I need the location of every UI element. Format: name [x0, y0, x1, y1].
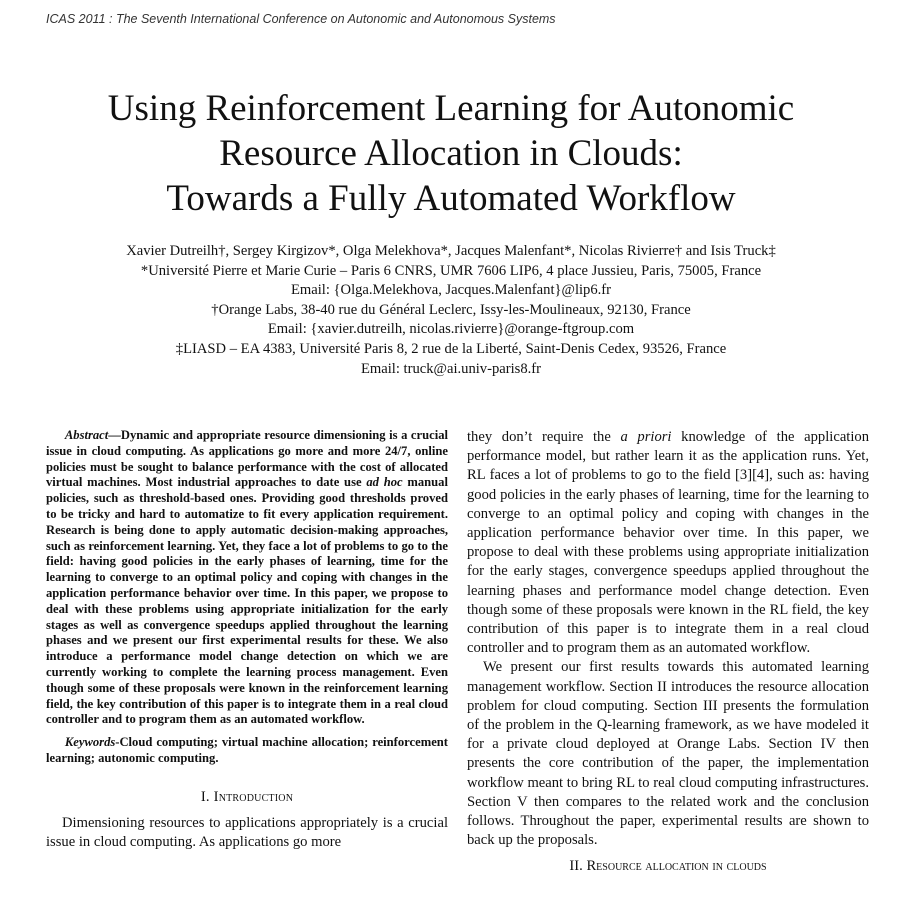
affiliation: ‡LIASD – EA 4383, Université Paris 8, 2 rue de la Liberté, Saint-Denis Cedex, 93526, France	[175, 340, 727, 357]
email-line: Email: {xavier.dutreilh, nicolas.rivierre}@orange-ftgroup.com	[267, 321, 635, 338]
body-text: they don’t require the	[467, 429, 621, 445]
author-names: Xavier Dutreilh†, Sergey Kirgizov*, Olga Melekhova*, Jacques Malenfant*, Nicolas Rivierre† and Isis Truck‡	[126, 243, 776, 259]
right-column	[467, 428, 869, 875]
author-block	[0, 242, 902, 379]
section-title: Resource allocation in clouds	[586, 858, 767, 875]
section-numeral: II.	[569, 858, 587, 875]
body-italic: a priori	[620, 429, 672, 445]
keywords-label: Keywords	[64, 735, 116, 750]
keywords	[46, 735, 448, 767]
abstract-label: Abstract	[64, 428, 109, 442]
email-line: Email: {Olga.Melekhova, Jacques.Malenfant}@lip6.fr	[290, 282, 612, 299]
title-line: Resource Allocation in Clouds:	[219, 133, 683, 174]
abstract-italic: ad hoc	[366, 475, 403, 490]
section-heading	[46, 789, 448, 806]
email-line: Email: truck@ai.univ-paris8.fr	[361, 360, 541, 377]
running-head: ICAS 2011 : The Seventh International Conference on Autonomic and Autonomous Systems	[46, 12, 556, 26]
paper-title	[0, 86, 902, 221]
title-line: Towards a Fully Automated Workflow	[166, 178, 736, 219]
title-line: Using Reinforcement Learning for Autonomic	[107, 88, 795, 129]
section-heading	[467, 858, 869, 875]
abstract-dash: —	[108, 428, 121, 442]
section-title: Introduction	[213, 788, 294, 805]
body-paragraph	[467, 428, 869, 658]
keywords-text: -Cloud computing; virtual machine allocation; reinforcement learning; autonomic computing.	[46, 735, 448, 765]
abstract	[46, 428, 448, 728]
section-numeral: I.	[200, 788, 214, 805]
abstract-text: manual policies, such as threshold-based ones. Providing good thresholds proved to be tricky and hard to automatize to fit every application requirement. Research is being done to apply automatic decision-making approaches, such as reinforcement learning. Yet, they face a lot of problems to go to the field: having good policies in the early phases of learning, time for the learning to converge to an optimal policy and coping with changes in the application performance behavior over time. In this paper, we propose to deal with these problems using appropriate initialization for the early stages as well as convergence speedups applied throughout the learning phases and we present our first experimental results for these. We also introduce a performance model change detection on which we are currently working to complete the learning process management. Even though some of these proposals were known in the reinforcement learning field, the key contribution of this paper is to integrate them in a real cloud controller and to program them as an automated workflow.	[46, 475, 448, 727]
affiliation: *Université Pierre et Marie Curie – Paris 6 CNRS, UMR 7606 LIP6, 4 place Jussieu, Paris, 75005, France	[140, 262, 762, 279]
left-column	[46, 428, 448, 852]
abstract-text: Dynamic and appropriate resource dimensioning is a crucial issue in cloud computing. As applications go more and more 24/7, online policies must be sought to balance performance with the cost of allocated virtual machines. Most industrial approaches to date use	[46, 428, 448, 490]
body-paragraph: Dimensioning resources to applications appropriately is a crucial issue in cloud computing. As applications go more	[46, 814, 448, 850]
affiliation: †Orange Labs, 38-40 rue du Général Leclerc, Issy-les-Moulineaux, 92130, France	[211, 301, 691, 318]
body-text: knowledge of the application performance model, but rather learn it as the application runs. Yet, RL faces a lot of problems to go to the field [3][4], such as: having good policies in the early phases of learning, time for the learning to converge to an optimal policy and coping with changes in the application performance behavior over time. In this paper, we propose to deal with these problems using appropriate initialization for the early stages, convergence speedups applied throughout the learning phases and performance model change detection. Even though some of these proposals were known in the RL field, the key contribution of this paper is to integrate them in a real cloud controller and to program them as an automated workflow.	[467, 429, 869, 657]
body-paragraph: We present our first results towards this automated learning management workflow. Section II introduces the resource allocation problem for cloud computing. Section III presents the formulation of the problem in the Q-learning framework, as we have modeled it for a private cloud deployed at Orange Labs. Section IV then presents the core contribution of the paper, the implementation workflow meant to bring RL to real cloud computing infrastructures. Section V then compares to the related work and the conclusion follows. Throughout the paper, experimental results are shown to back up the proposals.	[467, 659, 869, 849]
